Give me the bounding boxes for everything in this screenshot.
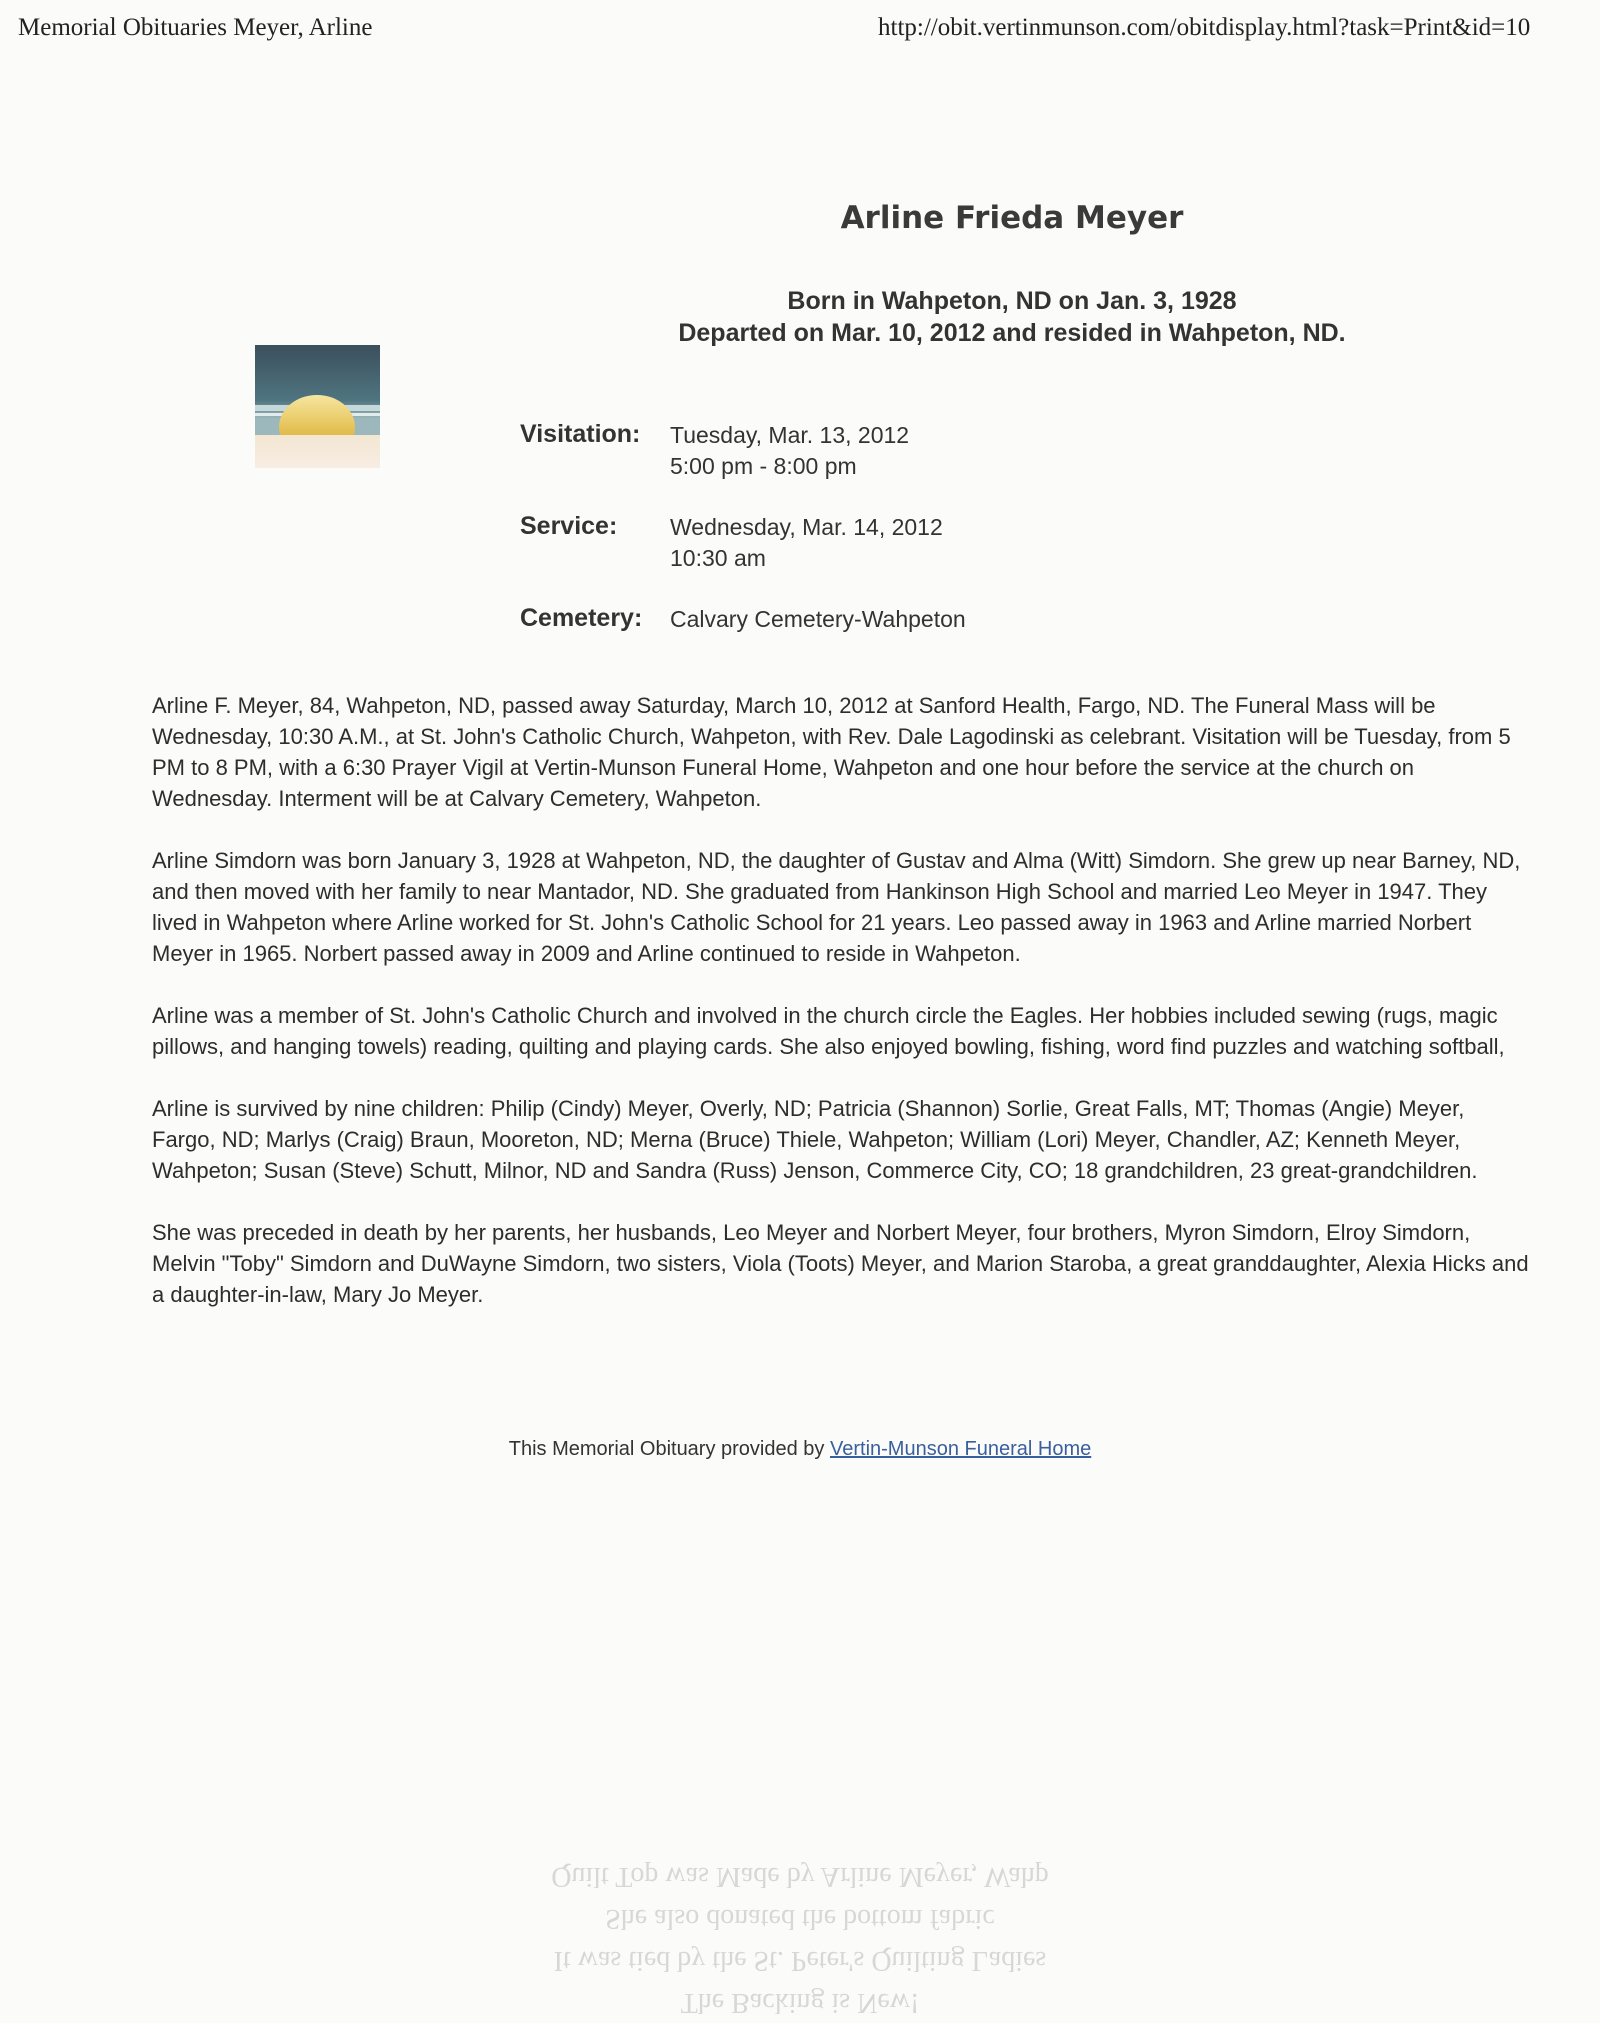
service-time: 10:30 am	[670, 545, 766, 571]
footer-credit	[0, 1438, 1600, 1461]
print-header-title: Memorial Obituaries Meyer, Arline	[18, 14, 373, 41]
bleed-through-line: She also donated the bottom fabric	[605, 1903, 995, 1934]
obituary-paragraph: Arline was a member of St. John's Catholic Church and involved in the church circle the Eagles. Her hobbies included sewing (rugs, magic pillows, and hanging towels) reading, quilting and playing cards. She also enjoyed bowling, fishing, word find puzzles and watching softball,	[152, 1003, 1505, 1059]
bleed-through-text	[0, 1855, 1600, 2023]
sunrise-emblem-icon	[255, 345, 380, 468]
visitation-label: Visitation:	[520, 420, 641, 448]
obituary-paragraph: Arline is survived by nine children: Philip (Cindy) Meyer, Overly, ND; Patricia (Shannon) Sorlie, Great Falls, MT; Thomas (Angie) Meyer, Fargo, ND; Marlys (Craig) Braun, Mooreton, ND; Merna (Bruce) Thiele, Wahpeton; William (Lori) Meyer, Chandler, AZ; Kenneth Meyer, Wahpeton; Susan (Steve) Schutt, Milnor, ND and Sandra (Russ) Jenson, Commerce City, CO; 18 grandchildren, 23 great-grandchildren.	[152, 1096, 1478, 1183]
visitation-time: 5:00 pm - 8:00 pm	[670, 453, 857, 479]
birth-info	[0, 285, 1600, 349]
born-line: Born in Wahpeton, ND on Jan. 3, 1928	[787, 287, 1237, 315]
cemetery-value: Calvary Cemetery-Wahpeton	[670, 606, 966, 632]
visitation-value	[670, 420, 909, 482]
bleed-through-line: The Backing is New!	[680, 1987, 920, 2018]
obituary-body	[152, 690, 1532, 1341]
obituary-paragraph: Arline F. Meyer, 84, Wahpeton, ND, passed away Saturday, March 10, 2012 at Sanford Health, Fargo, ND. The Funeral Mass will be Wednesday, 10:30 A.M., at St. John's Catholic Church, Wahpeton, with Rev. Dale Lagodinski as celebrant. Visitation will be Tuesday, from 5 PM to 8 PM, with a 6:30 Prayer Vigil at Vertin-Munson Funeral Home, Wahpeton and one hour before the service at the church on Wednesday. Interment will be at Calvary Cemetery, Wahpeton.	[152, 693, 1511, 811]
funeral-home-link[interactable]: Vertin-Munson Funeral Home	[830, 1438, 1092, 1460]
bleed-through-line: It was tied by the St. Peter's Quilting Ladies	[553, 1945, 1047, 1976]
bleed-through-line: Quilt Top was Made by Arline Meyer, Wahp	[551, 1861, 1049, 1892]
print-header	[18, 14, 1600, 54]
departed-line: Departed on Mar. 10, 2012 and resided in Wahpeton, ND.	[678, 319, 1346, 347]
service-label: Service:	[520, 512, 618, 540]
obituary-paragraph: She was preceded in death by her parents, her husbands, Leo Meyer and Norbert Meyer, four brothers, Myron Simdorn, Elroy Simdorn, Melvin "Toby" Simdorn and DuWayne Simdorn, two sisters, Viola (Toots) Meyer, and Marion Staroba, a great granddaughter, Alexia Hicks and a daughter-in-law, Mary Jo Meyer.	[152, 1220, 1529, 1307]
service-value	[670, 512, 943, 574]
obituary-name: Arline Frieda Meyer	[840, 200, 1184, 236]
service-date: Wednesday, Mar. 14, 2012	[670, 514, 943, 540]
footer-credit-text: This Memorial Obituary provided by	[508, 1438, 825, 1460]
cemetery-label: Cemetery:	[520, 604, 643, 632]
print-header-url: http://obit.vertinmunson.com/obitdisplay.html?task=Print&id=10	[878, 14, 1531, 41]
obituary-paragraph: Arline Simdorn was born January 3, 1928 at Wahpeton, ND, the daughter of Gustav and Alma (Witt) Simdorn. She grew up near Barney, ND, and then moved with her family to near Mantador, ND. She graduated from Hankinson High School and married Leo Meyer in 1947. They lived in Wahpeton where Arline worked for St. John's Catholic School for 21 years. Leo passed away in 1963 and Arline married Norbert Meyer in 1965. Norbert passed away in 2009 and Arline continued to reside in Wahpeton.	[152, 848, 1521, 966]
visitation-date: Tuesday, Mar. 13, 2012	[670, 422, 910, 448]
